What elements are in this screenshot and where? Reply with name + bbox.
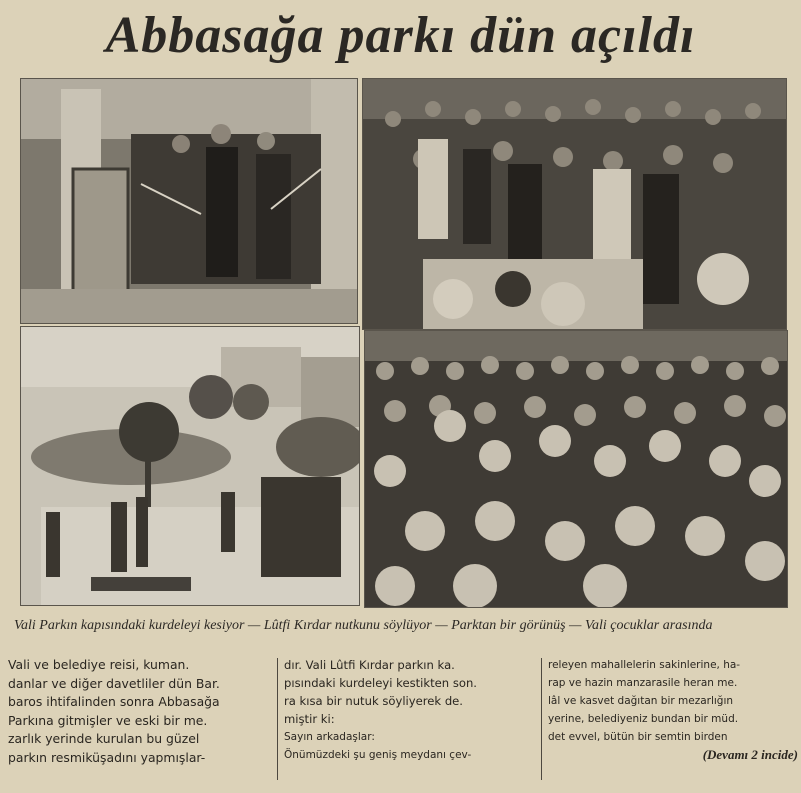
column-line: miştir ki:: [284, 712, 335, 726]
column-line: lâl ve kasvet dağıtan bir mezarlığın: [548, 695, 734, 707]
column-divider: [541, 658, 542, 780]
column-line: rap ve hazin manzarasile heran me.: [548, 677, 738, 689]
article-column-2: [284, 656, 536, 764]
column-line: Parkına gitmişler ve eski bir me.: [8, 712, 208, 728]
column-line: zarlık yerinde kurulan bu güzel: [8, 731, 200, 746]
column-divider: [277, 658, 278, 780]
column-line: dır. Vali Lûtfi Kırdar parkın ka.: [284, 658, 455, 672]
article-columns: [8, 656, 798, 786]
headline: Abbasağa parkı dün açıldı: [105, 7, 696, 64]
column-line: Sayın arkadaşlar:: [284, 731, 375, 743]
column-line: baros ihtifalinden sonra Abbasağa: [8, 694, 220, 709]
photo-speech: [362, 78, 787, 330]
photo-children: [364, 330, 788, 608]
column-line: Önümüzdeki şu geniş meydanı çev-: [284, 749, 472, 761]
column-line: parkın resmiküşadını yapmışlar-: [8, 749, 206, 765]
article-column-3: [548, 656, 798, 764]
column-line: danlar ve diğer davetliler dün Bar.: [8, 675, 220, 691]
continued-note: (Devamı 2 incide): [702, 747, 798, 762]
column-line: pısındaki kurdeleyi kestikten son.: [284, 676, 477, 690]
photo-caption: Vali Parkın kapısındaki kurdeleyi kesiyor — Lûtfi Kırdar nutkunu söylüyor — Parktan bir görünüş — Vali çocuklar arasında: [14, 618, 713, 633]
photo-ribbon-cutting: [20, 78, 358, 324]
column-line: Vali ve belediye reisi, kuman.: [8, 657, 190, 672]
column-line: yerine, belediyeniz bundan bir müd.: [548, 713, 739, 725]
photo-park-view: [20, 326, 360, 606]
column-line: releyen mahallelerin sakinlerine, ha-: [548, 659, 741, 671]
column-line: det evvel, bütün bir semtin birden: [548, 731, 728, 743]
column-line: ra kısa bir nutuk söyliyerek de.: [284, 694, 463, 708]
article-column-1: [8, 656, 270, 767]
